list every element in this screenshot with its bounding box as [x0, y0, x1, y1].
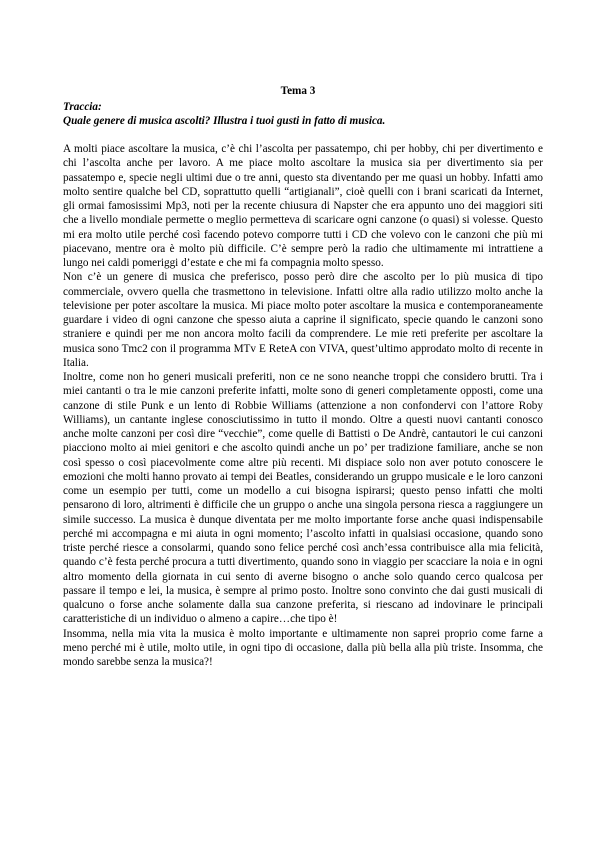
essay-paragraph-2: Non c’è un genere di musica che preferisco, posso però dire che ascolto per lo più musica di tipo commerciale, ovvero quella che trasmettono in televisione. Infatti oltre alla radio utilizzo molto anche la televisione per poter ascoltare la musica. Mi piace molto poter ascoltare la musica e contemporaneamente guardare i video di ogni canzone che spesso aiuta a caprine il significato, specie quando le canzoni sono straniere e quindi per me non ancora molto facili da comprendere. Le mie reti preferite per ascoltare la musica sono Tmc2 con il programma MTv E ReteA con VIVA, quest’ultimo approdato molto di recente in Italia. [63, 271, 543, 369]
essay-paragraph-3: Inoltre, come non ho generi musicali preferiti, non ce ne sono neanche troppi che considero brutti. Tra i miei cantanti o tra le mie canzoni preferite infatti, molte sono di generi completamente opposti, come una canzone di stile Punk e un lento di Robbie Williams (attenzione a non confondervi con l’attore Roby Williams), un cantante inglese conosciutissimo in tutto il mondo. Oltre a questi nuovi cantanti conosco anche molte canzoni per così dire “vecchie”, come quelle di Battisti o De Andrè, cantautori le cui canzoni piacciono molto ai miei genitori e che ascolto quindi anche un po’ per tradizione familiare, anche se non così spesso o così piacevolmente come altre più recenti. Mi dispiace solo non aver potuto conoscere le emozioni che molti hanno provato ai tempi dei Beatles, considerando un gruppo musicale e le loro canzoni come un esempio per tutti, come un modello a cui bisogna ispirarsi; questo penso infatti che molti pensarono di loro, altrimenti è difficile che un gruppo o anche una singola persona riesca a raggiungere un simile successo. La musica è dunque diventata per me molto importante forse anche quasi indispensabile perché mi accompagna e mi aiuta in ogni momento; l’ascolto infatti in qualsiasi occasione, quando sono triste perché riesce a consolarmi, quando sono felice perché così anch’essa contribuisce alla mia felicità, quando c’è festa perché procura a tutti divertimento, quando sono in viaggio per scacciare la noia e in ogni altro momento della giornata in cui sento di averne bisogno o anche solo quando cerco qualcosa per passare il tempo e lei, la musica, è sempre al primo posto. Inoltre sono convinto che dai gusti musicali di qualcuno o forse anche solamente dalla sua canzone preferita, si riescano ad indovinare le principali caratteristiche di un individuo o almeno a capire…che tipo è! [63, 371, 543, 626]
essay-paragraph-1: A molti piace ascoltare la musica, c’è chi l’ascolta per passatempo, chi per hobby, chi per divertimento e chi l’ascolta anche per lavoro. A me piace molto ascoltare la musica sia per divertimento sia per passatempo e, specie negli ultimi due o tre anni, questo sta diventando per me quasi un hobby. Infatti amo molto sentire qualche bel CD, soprattutto quelli “artigianali”, cioè quelli con i brani scaricati da Internet, gli ormai famosissimi Mp3, noti per la recente chiusura di Napster che era appunto uno dei maggiori siti che a livello mondiale permette o meglio permetteva di scaricare ogni canzone (o quasi) si volesse. Questo mi era molto utile perché così facendo potevo comporre tutti i CD che volevo con le canzoni che più mi piacevano, mentre ora è molto più difficile. C’è sempre però la radio che ultimamente mi intrattiene a lungo nei caldi pomeriggi d’estate e che mi fa compagnia molto spesso. [63, 143, 543, 269]
essay-paragraph-4: Insomma, nella mia vita la musica è molto importante e ultimamente non saprei proprio come farne a meno perché mi è utile, molto utile, in ogni tipo di occasione, dalla più bella alla più triste. Insomma, che mondo sarebbe senza la musica?! [63, 627, 543, 668]
essay-prompt [63, 100, 543, 129]
essay-body [63, 142, 543, 669]
essay-title: Tema 3 [280, 85, 316, 97]
prompt-label: Traccia: [63, 101, 102, 113]
prompt-question: Quale genere di musica ascolti? Illustra i tuoi gusti in fatto di musica. [63, 115, 386, 128]
